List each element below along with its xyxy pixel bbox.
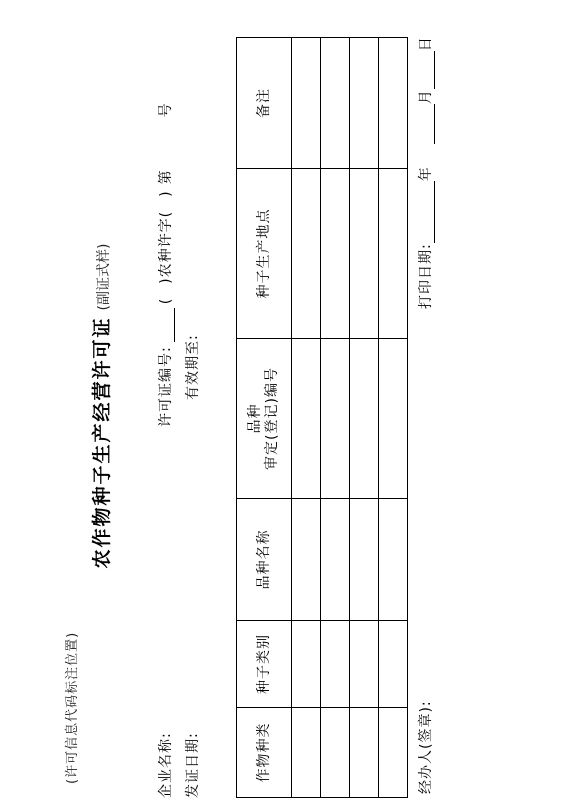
table-cell — [379, 621, 408, 708]
table-cell — [292, 621, 321, 708]
table-cell — [350, 38, 379, 169]
header-remarks: 备注 — [237, 38, 292, 169]
table-cell — [321, 169, 350, 339]
table-cell — [350, 499, 379, 621]
day-underline — [420, 51, 435, 89]
table-cell — [350, 708, 379, 798]
table-cell — [321, 708, 350, 798]
subtitle-text: (副证式样) — [96, 243, 112, 311]
year-underline — [420, 181, 435, 243]
number-suffix: 号 — [158, 102, 174, 118]
header-approval-number — [237, 339, 292, 499]
table-cell — [350, 621, 379, 708]
year-label: 年 — [418, 166, 434, 182]
table-cell — [379, 169, 408, 339]
license-table — [236, 37, 408, 798]
header-production-location: 种子生产地点 — [237, 169, 292, 339]
month-underline — [420, 104, 435, 144]
paren-close: ) — [158, 277, 174, 284]
table-cell — [292, 169, 321, 339]
print-date-row — [415, 36, 435, 309]
license-word: 农种许字 — [158, 217, 174, 278]
table-row — [350, 38, 379, 798]
table-cell — [321, 38, 350, 169]
license-prefix-underline — [173, 308, 175, 342]
license-code-note: (许可信息代码标注位置) — [65, 631, 80, 784]
license-number-row — [155, 102, 175, 427]
issue-date-label: 发证日期: — [185, 732, 201, 798]
table-cell — [292, 708, 321, 798]
paren-open-2: ( — [158, 210, 174, 218]
table-cell — [379, 708, 408, 798]
table-header-row — [237, 38, 292, 798]
document-title — [87, 0, 114, 812]
print-date-label: 打印日期: — [418, 243, 434, 309]
enterprise-name-label: 企业名称: — [158, 732, 174, 798]
table-cell — [350, 339, 379, 499]
table-cell — [292, 339, 321, 499]
table-row — [379, 38, 408, 798]
header-variety-name: 品种名称 — [237, 499, 292, 621]
table-cell — [379, 38, 408, 169]
table-cell — [350, 169, 379, 339]
table-cell — [379, 499, 408, 621]
table-cell — [321, 339, 350, 499]
month-label: 月 — [418, 89, 434, 105]
paren-close-2: ) — [158, 190, 174, 197]
handler-signature-label: 经办人(签章): — [418, 700, 434, 794]
table-cell — [379, 339, 408, 499]
header-seed-category: 种子类别 — [237, 621, 292, 708]
header-crop-type: 作物种类 — [237, 708, 292, 798]
valid-until-label: 有效期至: — [185, 334, 201, 400]
table-row — [292, 38, 321, 798]
day-label: 日 — [418, 36, 434, 52]
table-cell — [321, 621, 350, 708]
table-row — [321, 38, 350, 798]
number-prefix: 第 — [158, 169, 174, 185]
license-number-label: 许可证编号: — [158, 346, 174, 427]
table-cell — [292, 499, 321, 621]
title-text: 农作物种子生产经营许可证 — [91, 316, 113, 569]
table-cell — [292, 38, 321, 169]
header-approval-line1: 品种 — [247, 403, 264, 434]
paren-open: ( — [158, 297, 174, 305]
table-cell — [321, 499, 350, 621]
header-approval-line2: 审定(登记)编号 — [264, 367, 280, 470]
